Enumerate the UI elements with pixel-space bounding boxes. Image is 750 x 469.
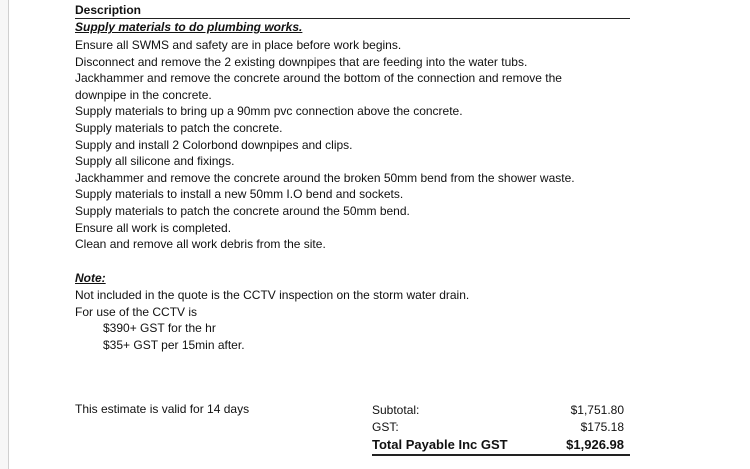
note-cctv-line: For use of the CCTV is — [75, 304, 198, 319]
total-row — [372, 436, 630, 456]
scope-line: Ensure all SWMS and safety are in place before work begins. — [75, 38, 402, 52]
scope-line: Clean and remove all work debris from the site. — [75, 237, 326, 252]
description-column-header: Description — [75, 3, 630, 19]
cctv-hourly-rate: $390+ GST for the hr — [103, 321, 216, 336]
note-exclusion-line: Not included in the quote is the CCTV inspection on the storm water drain. — [75, 288, 470, 302]
scope-line: Supply materials to patch the concrete. — [75, 120, 283, 135]
cctv-additional-rate: $35+ GST per 15min after. — [103, 337, 245, 352]
estimate-validity: This estimate is valid for 14 days — [75, 402, 250, 416]
total-label: Total Payable Inc GST — [372, 437, 508, 452]
scope-line: Jackhammer and remove the concrete around the broken 50mm bend from the shower waste. — [75, 170, 575, 185]
gst-value: $175.18 — [580, 420, 624, 434]
scope-line: Jackhammer and remove the concrete around the bottom of the connection and remove the — [75, 71, 562, 86]
gst-label: GST: — [372, 420, 399, 434]
scope-line: Supply and install 2 Colorbond downpipes and clips. — [75, 137, 353, 152]
subtotal-value: $1,751.80 — [570, 403, 624, 417]
scope-line: Ensure all work is completed. — [75, 220, 232, 235]
scope-line: Supply materials to patch the concrete around the 50mm bend. — [75, 203, 410, 218]
scope-line: Supply materials to install a new 50mm I.O bend and sockets. — [75, 187, 404, 202]
scope-line-list — [75, 37, 630, 253]
scope-line: downpipe in the concrete. — [75, 87, 212, 102]
total-value: $1,926.98 — [566, 437, 624, 452]
note-title: Note: — [75, 271, 106, 285]
subtotal-row — [372, 402, 630, 419]
gst-row — [372, 419, 630, 436]
scope-line: Supply all silicone and fixings. — [75, 154, 235, 169]
scope-line: Supply materials to bring up a 90mm pvc connection above the concrete. — [75, 104, 463, 119]
subtotal-label: Subtotal: — [372, 403, 420, 417]
totals-block — [372, 402, 630, 456]
page-edge — [0, 0, 9, 469]
note-line-list — [75, 287, 630, 353]
scope-title: Supply materials to do plumbing works. — [75, 20, 303, 34]
scope-line: Disconnect and remove the 2 existing downpipes that are feeding into the water tubs. — [75, 54, 528, 69]
